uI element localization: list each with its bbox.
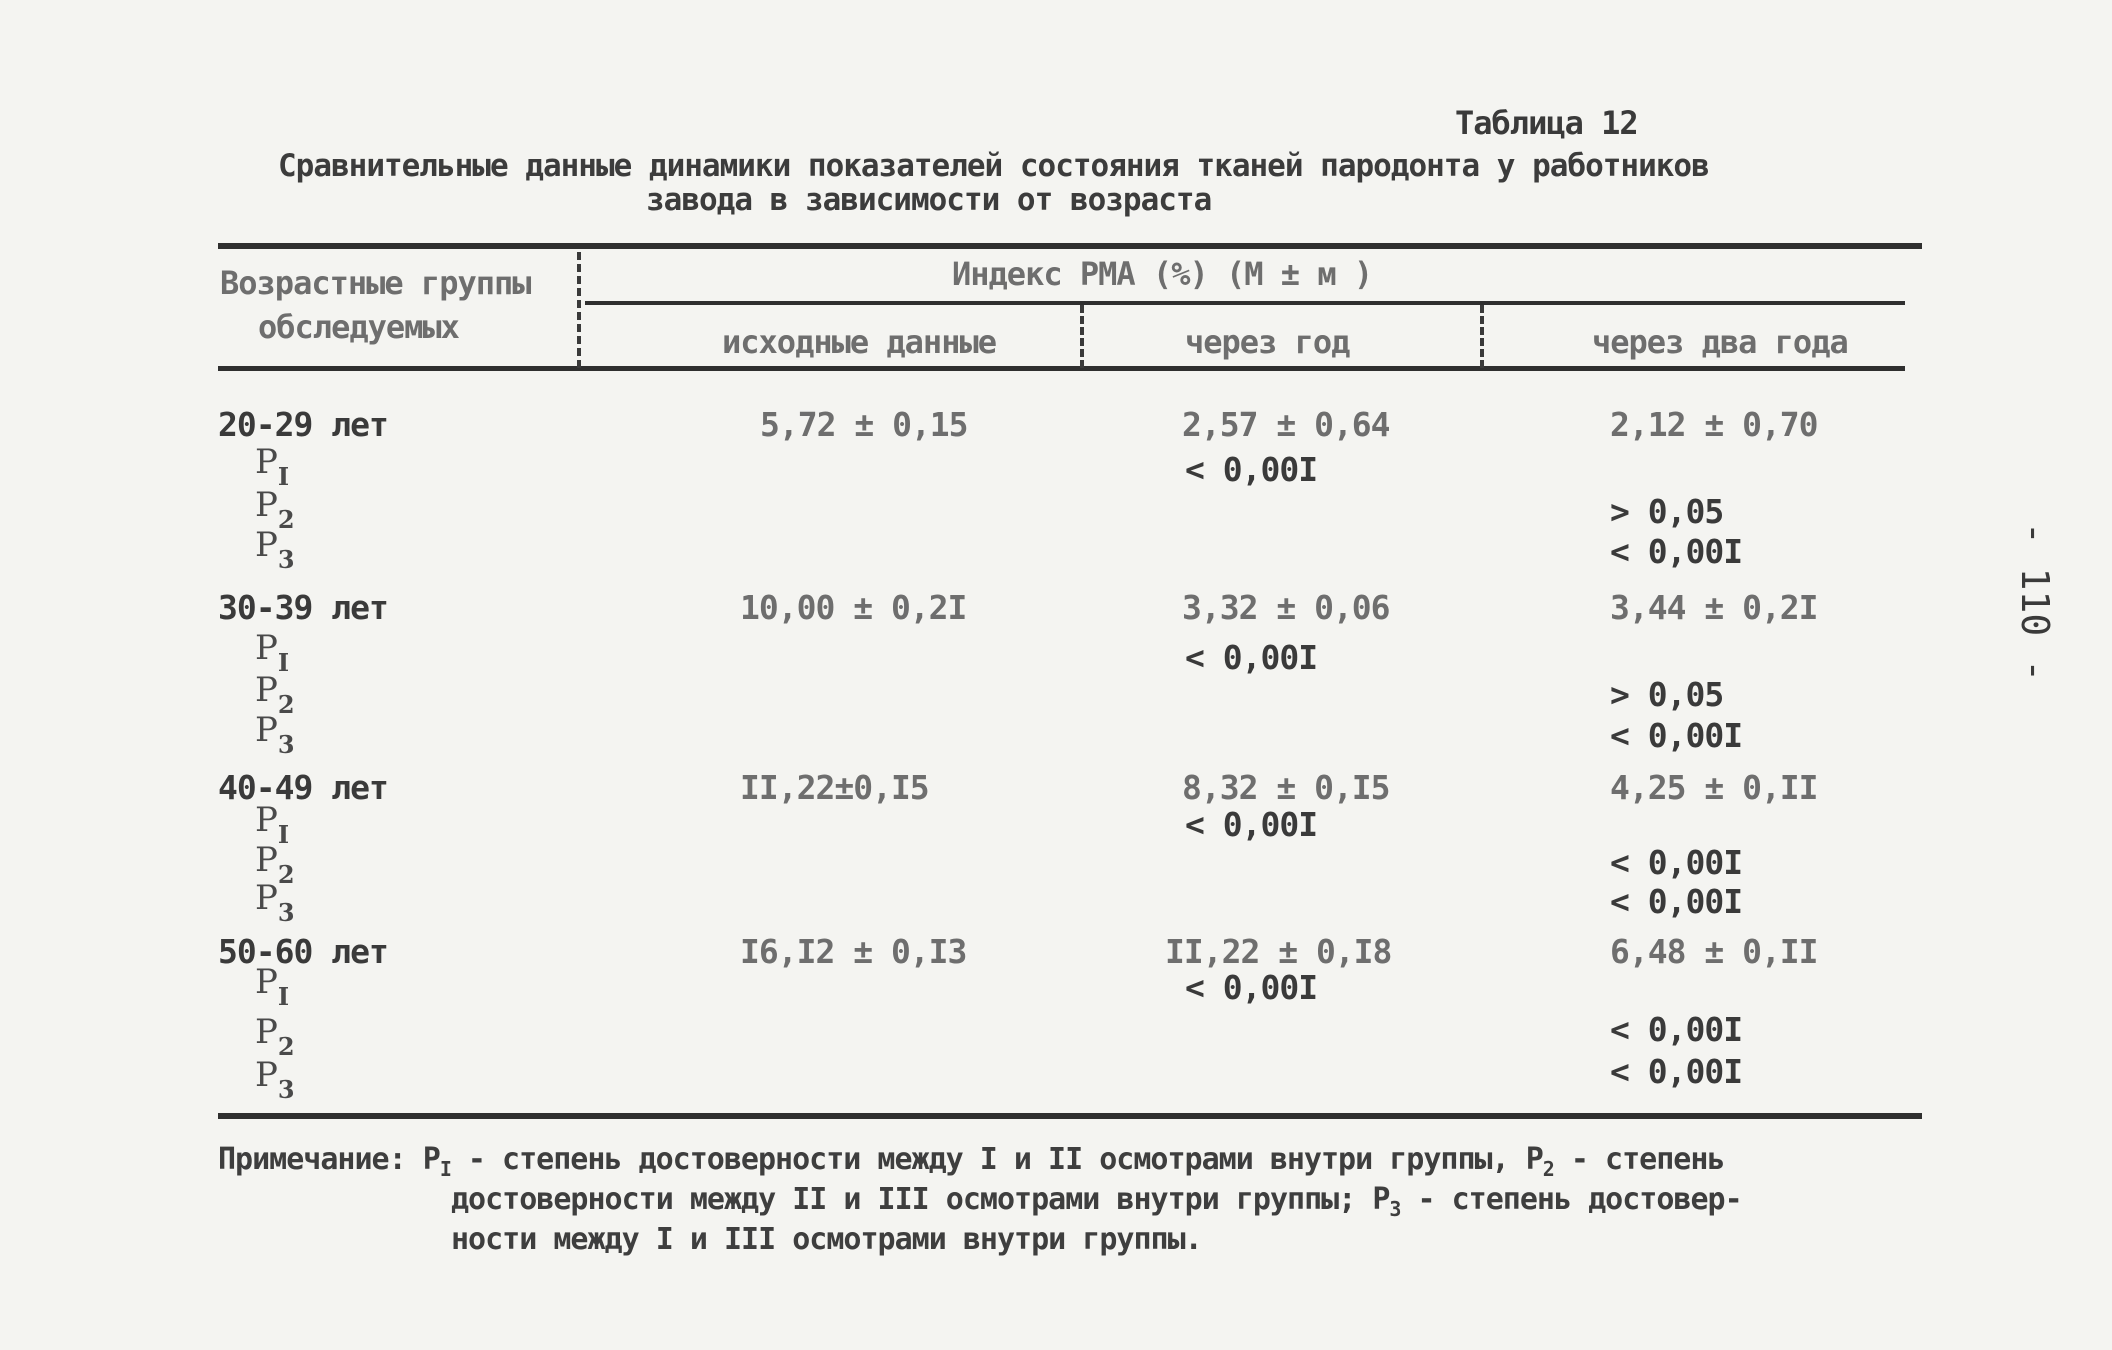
header-divider-2 [1080,305,1084,368]
p3-label: $P_3$ [255,1055,295,1104]
value-initial: II,22±0,I5 [740,768,929,807]
value-one-year: II,22 ± 0,I8 [1165,932,1392,971]
p1-label: $P_I$ [255,628,290,677]
p2-label: $P_2$ [255,485,295,534]
table-label: Таблица 12 [1455,104,1638,142]
index-label: Индекс РМА (%) (М ± м ) [952,255,1373,293]
p1-value: < 0,00I [1185,968,1318,1007]
value-two-years: 6,48 ± 0,II [1610,932,1818,971]
header-bottom-rule [218,366,1905,371]
footnote-line3: ности между I и III осмотрами внутри группы. [451,1222,1202,1257]
page-number: - 110 - [2013,521,2058,683]
column-header-initial: исходные данные [722,323,996,361]
age-group-20-29: 20-29 лет [218,405,388,444]
value-initial: I6,I2 ± 0,I3 [740,932,967,971]
p3-value: < 0,00I [1610,532,1743,571]
value-one-year: 2,57 ± 0,64 [1182,405,1390,444]
p2-label: $P_2$ [255,1012,295,1061]
p2-value: < 0,00I [1610,843,1743,882]
p1-label: $P_I$ [255,962,290,1011]
p3-label: $P_3$ [255,525,295,574]
value-initial: 5,72 ± 0,15 [760,405,968,444]
p2-value: > 0,05 [1610,675,1724,714]
value-two-years: 2,12 ± 0,70 [1610,405,1818,444]
p1-value: < 0,00I [1185,638,1318,677]
row-group-label-2: обследуемых [258,308,459,346]
value-two-years: 4,25 ± 0,II [1610,768,1818,807]
table-title-line1: Сравнительные данные динамики показателей состояния тканей пародонта у работников [278,148,1709,184]
value-one-year: 8,32 ± 0,I5 [1182,768,1390,807]
value-initial: 10,00 ± 0,2I [740,588,967,627]
p2-value: > 0,05 [1610,492,1724,531]
p3-label: $P_3$ [255,878,295,927]
table-top-rule [218,243,1922,249]
footnote-line1: Примечание: $P_I$ - степень достоверности между I и II осмотрами внутри группы, $P_2$ - степень [218,1142,1725,1181]
p3-value: < 0,00I [1610,882,1743,921]
column-header-one-year: через год [1185,323,1350,361]
header-divider-3 [1480,305,1484,368]
age-group-50-60: 50-60 лет [218,932,388,971]
p3-value: < 0,00I [1610,1052,1743,1091]
column-header-two-years: через два года [1592,323,1848,361]
p1-value: < 0,00I [1185,805,1318,844]
p1-value: < 0,00I [1185,450,1318,489]
p2-label: $P_2$ [255,840,295,889]
row-group-label: Возрастные группы [220,264,531,302]
age-group-30-39: 30-39 лет [218,588,388,627]
header-sub-rule [585,301,1905,305]
table-title-line2: завода в зависимости от возраста [646,182,1212,218]
header-divider-1 [577,252,581,368]
p3-label: $P_3$ [255,710,295,759]
value-one-year: 3,32 ± 0,06 [1182,588,1390,627]
p1-label: $P_I$ [255,442,290,491]
p1-label: $P_I$ [255,800,290,849]
p2-value: < 0,00I [1610,1010,1743,1049]
age-group-40-49: 40-49 лет [218,768,388,807]
p2-label: $P_2$ [255,670,295,719]
footnote-line2: достоверности между II и III осмотрами внутри группы; $P_3$ - степень достовер- [451,1182,1742,1221]
p3-value: < 0,00I [1610,716,1743,755]
value-two-years: 3,44 ± 0,2I [1610,588,1818,627]
table-bottom-rule [218,1113,1922,1119]
